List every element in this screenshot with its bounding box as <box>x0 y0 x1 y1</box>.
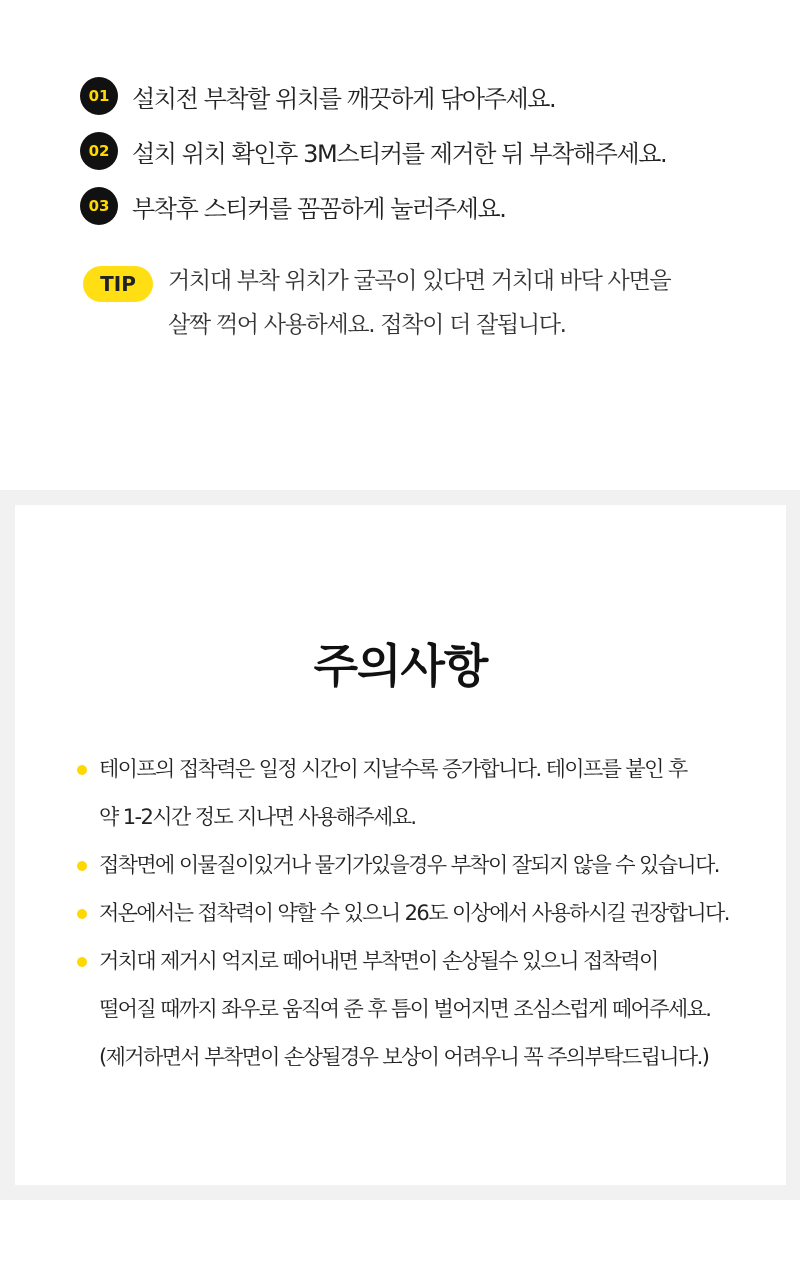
step-item <box>80 186 666 226</box>
caution-card <box>15 505 786 1185</box>
step-text: 설치 위치 확인후 3M스티커를 제거한 뒤 부착해주세요. <box>132 139 667 168</box>
step-item <box>80 76 666 116</box>
step-number-badge: 03 <box>80 187 118 225</box>
bullet-dot-icon <box>77 909 87 919</box>
step-item <box>80 131 666 171</box>
tip-badge: TIP <box>83 266 153 302</box>
caution-section <box>0 490 800 1200</box>
step-text: 설치전 부착할 위치를 깨끗하게 닦아주세요. <box>132 84 556 113</box>
caution-item <box>77 841 729 889</box>
bullet-dot-icon <box>77 861 87 871</box>
caution-title: 주의사항 <box>313 639 488 693</box>
caution-list <box>77 745 729 1081</box>
bullet-dot-icon <box>77 957 87 967</box>
install-steps <box>80 76 666 241</box>
tip-section <box>83 264 670 347</box>
caution-line: 저온에서는 접착력이 약할 수 있으니 26도 이상에서 사용하시길 권장합니다. <box>99 901 729 925</box>
caution-line: 거치대 제거시 억지로 떼어내면 부착면이 손상될수 있으니 접착력이 <box>99 949 658 973</box>
step-text: 부착후 스티커를 꼼꼼하게 눌러주세요. <box>132 194 506 223</box>
caution-line: 접착면에 이물질이있거나 물기가있을경우 부착이 잘되지 않을 수 있습니다. <box>99 853 719 877</box>
caution-line: 떨어질 때까지 좌우로 움직여 준 후 틈이 벌어지면 조심스럽게 떼어주세요. <box>99 997 711 1021</box>
tip-line: 살짝 꺽어 사용하세요. 접착이 더 잘됩니다. <box>168 312 566 338</box>
step-number-badge: 01 <box>80 77 118 115</box>
caution-line: 테이프의 접착력은 일정 시간이 지날수록 증가합니다. 테이프를 붙인 후 <box>99 757 687 781</box>
tip-line: 거치대 부착 위치가 굴곡이 있다면 거치대 바닥 사면을 <box>168 268 671 294</box>
caution-line: 약 1-2시간 정도 지나면 사용해주세요. <box>99 805 416 829</box>
step-number-badge: 02 <box>80 132 118 170</box>
caution-item <box>77 889 729 937</box>
caution-line: (제거하면서 부착면이 손상될경우 보상이 어려우니 꼭 주의부탁드립니다.) <box>99 1045 709 1069</box>
caution-item <box>77 937 729 1081</box>
bullet-dot-icon <box>77 765 87 775</box>
tip-text <box>168 259 670 347</box>
caution-item <box>77 745 729 841</box>
